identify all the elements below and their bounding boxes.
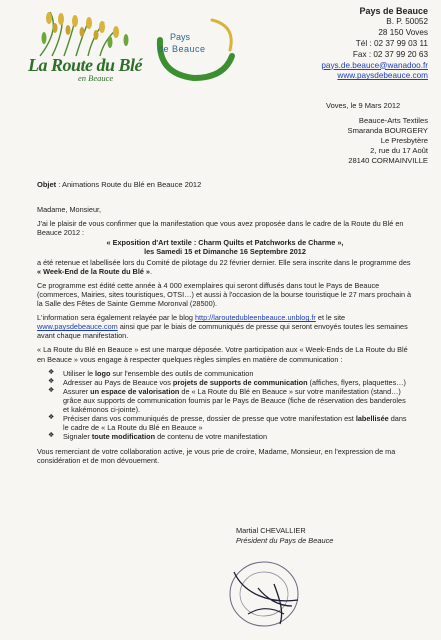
list-text: de contenu de votre manifestation: [155, 432, 268, 442]
salutation: Madame, Monsieur,: [37, 205, 102, 214]
list-emphasis: toute modification: [91, 432, 156, 442]
wheat-logo-icon: [30, 10, 142, 58]
recipient-line: Beauce-Arts Textiles: [358, 116, 428, 125]
diamond-bullet-icon: ❖: [48, 368, 55, 376]
recipient-line: Smaranda BOURGERY: [347, 126, 428, 136]
paragraph-text: et le site: [315, 313, 346, 323]
closing-paragraph: Vous remerciant de votre collaboration active, je vous prie de croire, Madame, Monsieur, en l'expression de ma considération et de mon dévouement.: [37, 446, 396, 465]
list-item: [48, 377, 413, 387]
diamond-bullet-icon: ❖: [48, 432, 55, 440]
exhibition-dates: les Samedi 15 et Dimanche 16 Septembre 2012: [144, 247, 306, 257]
sender-email-link[interactable]: pays.de.beauce@wanadoo.fr: [321, 60, 428, 70]
sender-block: [228, 6, 428, 82]
diamond-bullet-icon: ❖: [48, 377, 55, 385]
pays-de-beauce-logo: [150, 12, 240, 84]
list-text: (affiches, flyers, plaquettes…): [307, 377, 406, 387]
pays-logo-line2: de Beauce: [158, 44, 206, 54]
letter-date: Voves, le 9 Mars 2012: [326, 101, 401, 110]
list-text: Adresser au Pays de Beauce vos: [63, 377, 173, 387]
list-emphasis: labellisée: [355, 414, 389, 424]
list-emphasis: un espace de valorisation: [90, 386, 180, 396]
list-text: Signaler: [63, 432, 92, 442]
recipient-line: 2, rue du 17 Août: [370, 146, 428, 156]
signatory-name: Martial CHEVALLIER: [236, 526, 306, 535]
paragraph-text: .: [150, 266, 153, 276]
sender-line: 28 150 Voves: [378, 28, 428, 38]
list-text: Préciser dans vos communiqués de presse, dossier de presse que votre manifestation est: [63, 414, 356, 424]
letter-body: [37, 205, 413, 470]
recipient-block: [348, 116, 428, 166]
website-link[interactable]: www.paysdebeauce.com: [37, 322, 118, 332]
list-item: [48, 386, 413, 415]
list-text: Utiliser le: [63, 368, 96, 378]
paragraph-text: a été retenue et labellisée lors du Comité de pilotage du 22 février dernier. Elle sera inscrite dans le programme des: [37, 257, 411, 267]
paragraph-program: Ce programme est édité cette année à 4 000 exemplaires qui seront diffusés dans tout le Pays de Beauce (commerces, Mairies, sites touristiques, OTSI…) et aussi à l'occasion de la bourse touristique le 27 mars prochain à la Salle des Fêtes de Sainte Gemme Moronval (28500).: [37, 280, 412, 308]
official-stamp-icon: [214, 554, 314, 632]
diamond-bullet-icon: ❖: [48, 386, 55, 394]
list-text: dans le cadre de « La Route du Blé en Beauce »: [63, 414, 407, 433]
list-text: de « La Route du Blé en Beauce » sur votre manifestation (stand…) grâce aux supports de communication fournis par le Pays de Beauce (fiche de réservation des banderoles et kakémonos ci-jointe).: [63, 386, 406, 415]
subject-line: [37, 180, 201, 189]
diamond-bullet-icon: ❖: [48, 414, 55, 422]
signatory-title: Président du Pays de Beauce: [236, 535, 334, 545]
blog-link[interactable]: http://laroutedubleenbeauce.unblog.fr: [194, 313, 316, 323]
paragraph-intro: J'ai le plaisir de vous confirmer que la manifestation que vous avez proposée dans le cadre de la Route du Blé en Beauce 2012 :: [37, 219, 404, 238]
paragraph-text: L'information sera également relayée par le blog: [37, 313, 195, 323]
rules-list: [37, 369, 413, 442]
list-text: sur l'ensemble des outils de communication: [110, 368, 254, 378]
sender-fax: Fax : 02 37 99 20 63: [352, 49, 428, 59]
paragraph-selection: [37, 258, 413, 276]
list-emphasis: projets de supports de communication: [172, 377, 308, 387]
sender-name: Pays de Beauce: [359, 6, 428, 16]
sender-line: B. P. 50052: [386, 17, 428, 27]
sender-website-link[interactable]: www.paysdebeauce.com: [337, 71, 428, 81]
signature-block: [236, 526, 333, 545]
paragraph-text: ainsi que par le biais de communiqués de presse qui seront envoyés toutes les semaines avant chaque manifestation.: [37, 322, 408, 341]
route-du-ble-logo-subtitle: en Beauce: [78, 73, 114, 83]
list-emphasis: logo: [95, 368, 111, 378]
list-item: [48, 414, 413, 433]
recipient-line: 28140 CORMAINVILLE: [348, 156, 428, 166]
paragraph-trademark: « La Route du Blé en Beauce » est une marque déposée. Votre participation aux « Week-Ends de La Route du Blé en Beauce » vous engage à respecter quelques règles simples en matière de communication :: [37, 345, 408, 364]
exhibition-title: « Exposition d'Art textile : Charm Quilts et Patchworks de Charme »,: [106, 238, 344, 248]
recipient-line: Le Presbytère: [380, 136, 428, 146]
pays-logo-line1: Pays: [170, 32, 191, 42]
list-text: Assurer: [63, 386, 91, 396]
route-du-ble-logo-title: La Route du Blé: [28, 55, 143, 75]
sender-phone: Tél : 02 37 99 03 11: [355, 38, 428, 48]
subject-label: Objet: [37, 180, 57, 189]
paragraph-blog: [37, 313, 413, 340]
weekend-label: « Week-End de la Route du Blé »: [37, 266, 150, 276]
subject-text: : Animations Route du Blé en Beauce 2012: [56, 180, 202, 189]
list-item: [48, 368, 413, 378]
list-item: [48, 432, 413, 442]
